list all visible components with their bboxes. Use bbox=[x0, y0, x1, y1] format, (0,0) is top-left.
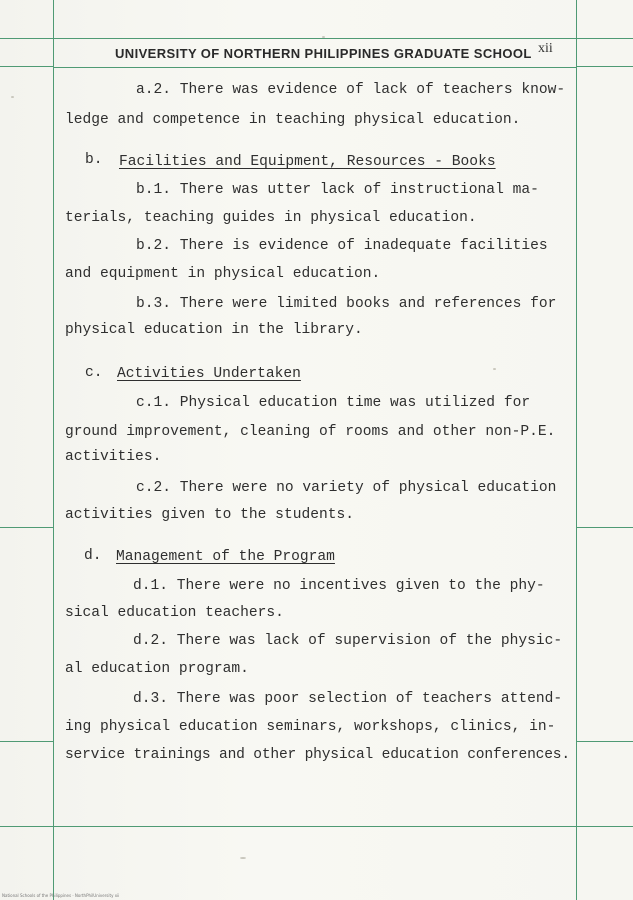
item-c2-line1: c.2. There were no variety of physical education bbox=[136, 480, 557, 496]
section-c-label: c. bbox=[85, 365, 103, 381]
item-b2-line1: b.2. There is evidence of inadequate facilities bbox=[136, 238, 548, 254]
bottom-rule bbox=[0, 826, 633, 827]
scan-footer-note: National Schools of the Philippines · NorthPhilUniversity xii bbox=[2, 893, 120, 898]
section-d-heading: Management of the Program bbox=[116, 549, 335, 565]
item-c1-line3: activities. bbox=[65, 449, 162, 465]
item-a2-line2: ledge and competence in teaching physical education. bbox=[65, 112, 521, 128]
right-margin-rule bbox=[576, 0, 577, 900]
item-b3-line1: b.3. There were limited books and references for bbox=[136, 296, 557, 312]
page-header bbox=[53, 38, 576, 68]
paper-speck bbox=[493, 368, 496, 370]
page-number: xii bbox=[538, 41, 553, 56]
paper-speck bbox=[11, 96, 14, 98]
left-header-rule-top bbox=[0, 38, 53, 39]
right-lower-rule bbox=[576, 741, 633, 742]
left-header-rule-bottom bbox=[0, 66, 53, 67]
item-d1-line1: d.1. There were no incentives given to the phy- bbox=[133, 578, 545, 594]
paper-speck bbox=[240, 857, 246, 859]
header-title: UNIVERSITY OF NORTHERN PHILIPPINES GRADUATE SCHOOL bbox=[115, 46, 532, 61]
right-mid-rule bbox=[576, 527, 633, 528]
item-d2-line2: al education program. bbox=[65, 661, 249, 677]
item-c1-line1: c.1. Physical education time was utilized for bbox=[136, 395, 531, 411]
left-margin-rule bbox=[53, 0, 54, 900]
item-c1-line2: ground improvement, cleaning of rooms and other non-P.E. bbox=[65, 424, 556, 440]
paper-speck bbox=[322, 36, 325, 38]
item-c2-line2: activities given to the students. bbox=[65, 507, 355, 523]
item-d1-line2: sical education teachers. bbox=[65, 605, 284, 621]
item-d3-line1: d.3. There was poor selection of teachers attend- bbox=[133, 691, 563, 707]
item-b1-line2: terials, teaching guides in physical education. bbox=[65, 210, 477, 226]
item-a2-line1: a.2. There was evidence of lack of teachers know- bbox=[136, 82, 566, 98]
left-lower-rule bbox=[0, 741, 53, 742]
item-d3-line3: service trainings and other physical education conferences. bbox=[65, 747, 570, 763]
item-b2-line2: and equipment in physical education. bbox=[65, 266, 381, 282]
section-b-label: b. bbox=[85, 152, 103, 168]
item-d3-line2: ing physical education seminars, workshops, clinics, in- bbox=[65, 719, 556, 735]
section-b-heading: Facilities and Equipment, Resources - Books bbox=[119, 154, 496, 170]
right-header-rule-bottom bbox=[576, 66, 633, 67]
left-mid-rule bbox=[0, 527, 53, 528]
item-d2-line1: d.2. There was lack of supervision of the physic- bbox=[133, 633, 563, 649]
right-header-rule-top bbox=[576, 38, 633, 39]
section-c-heading: Activities Undertaken bbox=[117, 366, 301, 382]
item-b3-line2: physical education in the library. bbox=[65, 322, 363, 338]
section-d-label: d. bbox=[84, 548, 102, 564]
item-b1-line1: b.1. There was utter lack of instructional ma- bbox=[136, 182, 539, 198]
